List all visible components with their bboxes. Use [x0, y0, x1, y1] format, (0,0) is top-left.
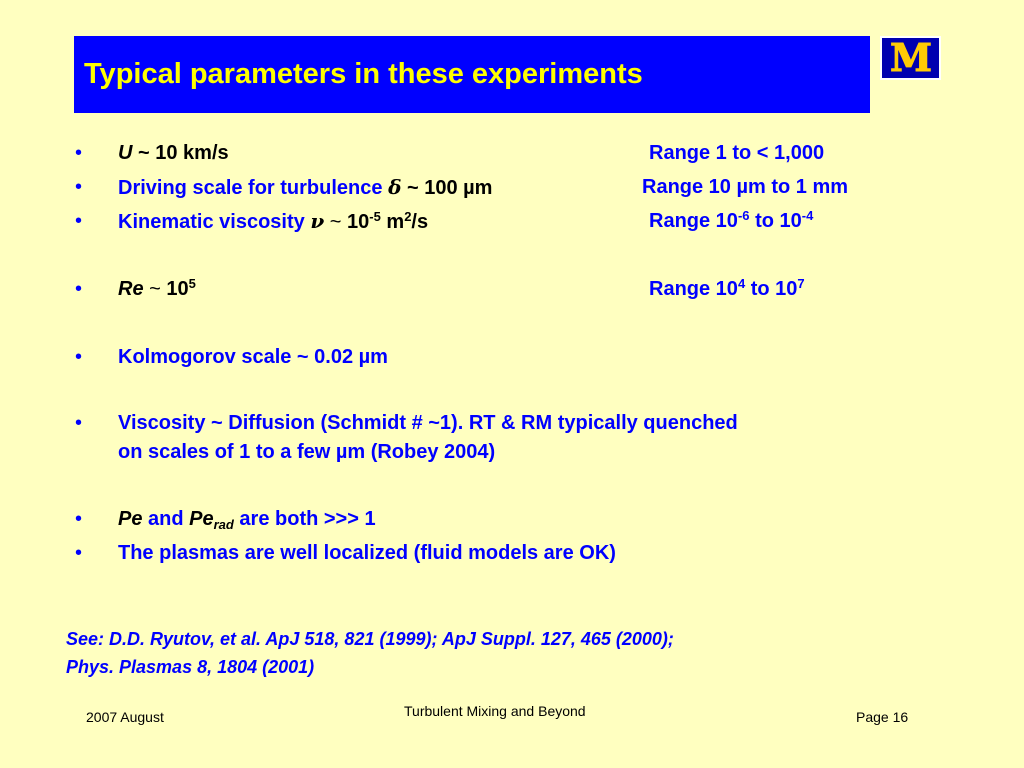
- slide-title: Typical parameters in these experiments: [84, 58, 643, 90]
- footer-page-number: Page 16: [856, 709, 909, 725]
- footer-title: Turbulent Mixing and Beyond: [404, 703, 586, 719]
- bullet-range: Range $10^4$ to $10^7$: [649, 276, 805, 300]
- reference-line1: See: D.D. Ryutov, et al. ApJ 518, 821 (1999); ApJ Suppl. 127, 465 (2000);: [66, 629, 674, 649]
- bullet-text: U ~ 10 km/s: [118, 142, 229, 164]
- bullet-dot: •: [75, 210, 83, 232]
- bullet-text-line2: on scales of 1 to a few µm (Robey 2004): [118, 441, 496, 463]
- bullet-dot: •: [75, 176, 83, 198]
- svg-text:M: M: [889, 40, 932, 76]
- footer-date: 2007 August: [86, 709, 164, 725]
- title-bar: [74, 36, 870, 113]
- bullet-dot: •: [75, 142, 83, 164]
- reference-line2: Phys. Plasmas 8, 1804 (2001): [66, 657, 315, 677]
- bullet-text: Driving scale for turbulence δ ~ 100 µm: [118, 175, 493, 199]
- bullet-dot: •: [75, 346, 83, 368]
- university-logo: [880, 36, 941, 80]
- bullet-text: Re ~ $10^5$: [118, 276, 196, 300]
- bullet-range: Range 1 to < 1,000: [649, 142, 825, 164]
- bullet-text: Kolmogorov scale ~ 0.02 µm: [118, 346, 388, 368]
- bullet-dot: •: [75, 412, 83, 434]
- bullet-range: Range $10^{-6}$ to $10^{-4}$: [649, 208, 814, 232]
- bullet-text: The plasmas are well localized (fluid models are OK): [118, 542, 616, 564]
- bullet-text: Pe and $Pe_{rad}$ are both >>> 1: [118, 508, 376, 532]
- block-m-logo-icon: [885, 40, 937, 76]
- bullet-text-line1: Viscosity ~ Diffusion (Schmidt # ~1). RT & RM typically quenched: [118, 412, 738, 434]
- bullet-range: Range 10 µm to 1 mm: [642, 176, 849, 198]
- bullet-dot: •: [75, 542, 83, 564]
- bullet-text: Kinematic viscosity ν ~ $10^{-5}$ $m^2/s$: [118, 209, 429, 233]
- bullet-dot: •: [75, 508, 83, 530]
- bullet-dot: •: [75, 278, 83, 300]
